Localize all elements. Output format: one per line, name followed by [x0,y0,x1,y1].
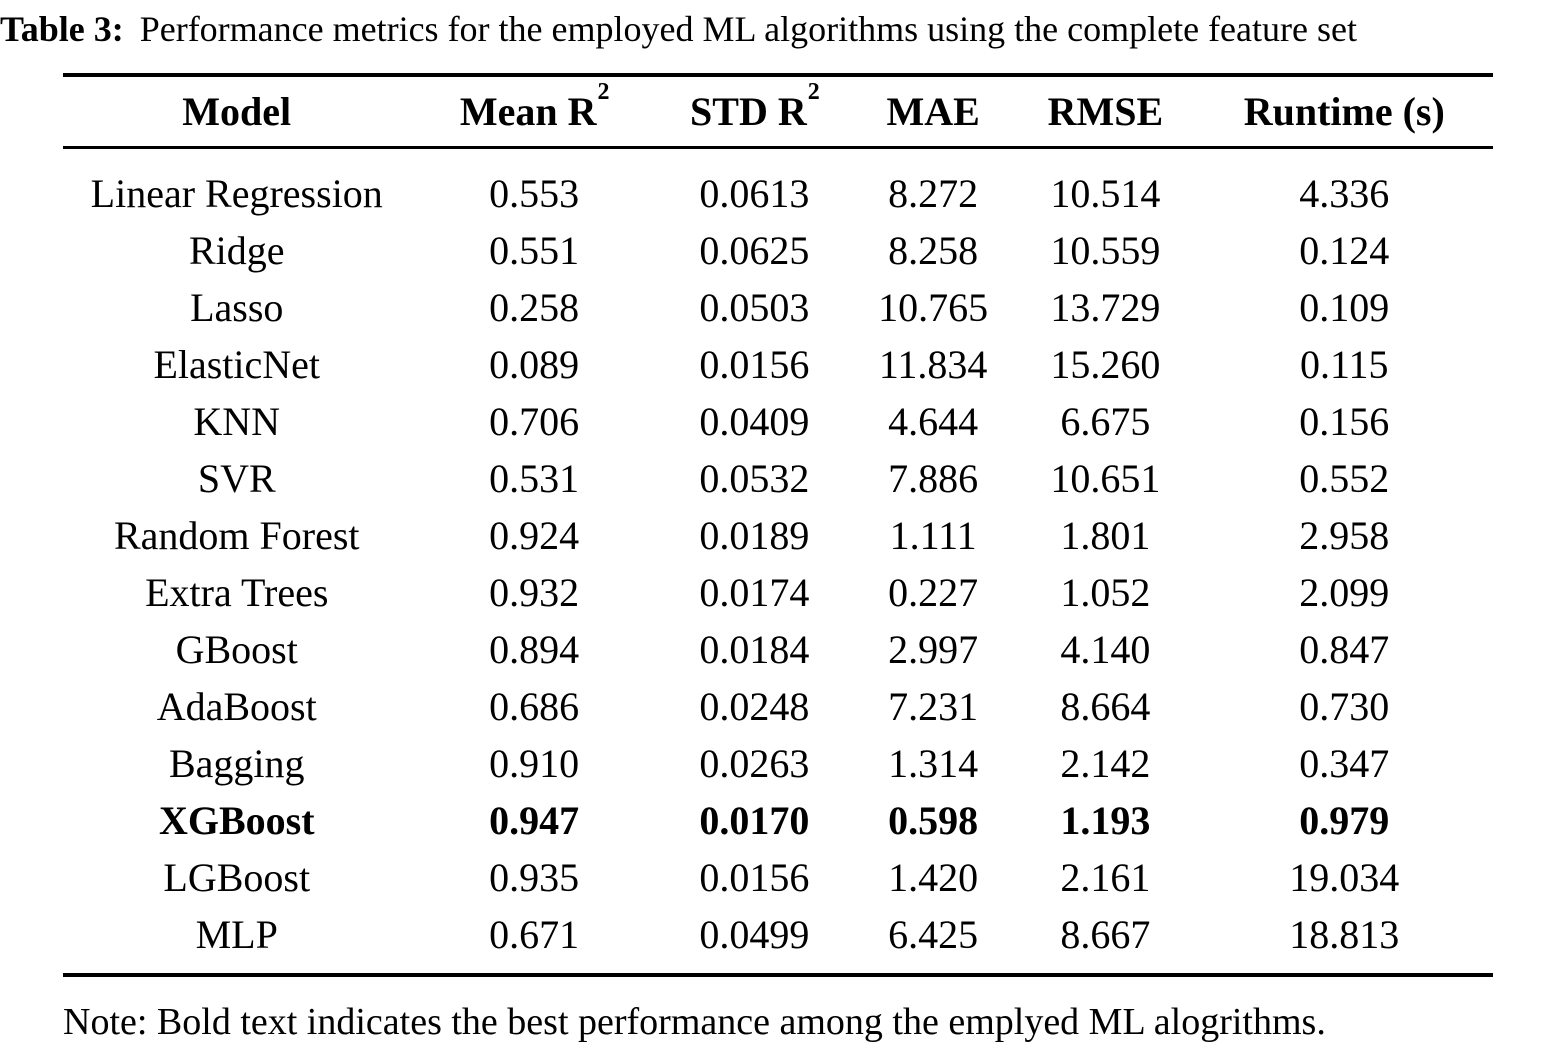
cell-mean_r2: 0.894 [489,627,580,672]
cell-mean_r2: 0.932 [489,570,580,615]
cell-mean_r2: 0.553 [489,171,580,216]
cell-mean_r2: 0.686 [489,684,580,729]
cell-model: MLP [195,912,278,957]
cell-model: Extra Trees [145,570,329,615]
cell-rmse: 15.260 [1050,342,1161,387]
cell-mae: 7.886 [888,456,979,501]
cell-model: AdaBoost [156,684,317,729]
cell-runtime: 18.813 [1289,912,1400,957]
cell-runtime: 19.034 [1289,855,1400,900]
cell-runtime: 0.124 [1299,228,1390,273]
cell-std_r2: 0.0499 [699,912,810,957]
cell-mae: 11.834 [878,342,988,387]
col-header-rmse: RMSE [1015,75,1195,148]
cell-std_r2: 0.0248 [699,684,810,729]
col-header-model: Model [63,75,410,148]
cell-rmse: 1.052 [1060,570,1151,615]
cell-std_r2: 0.0409 [699,399,810,444]
superscript-2: 2 [807,78,820,105]
cell-mae: 1.420 [888,855,979,900]
cell-std_r2: 0.0625 [699,228,810,273]
cell-model: Random Forest [113,513,360,558]
table-row [63,148,1493,223]
cell-mean_r2: 0.706 [489,399,580,444]
table-row [63,906,1493,975]
cell-mean_r2: 0.258 [489,285,580,330]
cell-model: SVR [197,456,276,501]
cell-std_r2: 0.0613 [699,171,810,216]
table-row [63,792,1493,849]
table-caption-label: Table 3: [0,9,124,49]
cell-rmse: 4.140 [1060,627,1151,672]
cell-mean_r2: 0.924 [489,513,580,558]
cell-runtime: 0.979 [1299,798,1390,843]
table-row [63,678,1493,735]
cell-runtime: 2.099 [1299,570,1390,615]
table-row [63,279,1493,336]
cell-std_r2: 0.0156 [699,855,810,900]
cell-runtime: 2.958 [1299,513,1390,558]
cell-runtime: 0.847 [1299,627,1390,672]
cell-mae: 1.314 [888,741,979,786]
cell-model: XGBoost [158,798,315,843]
cell-mae: 6.425 [888,912,979,957]
cell-std_r2: 0.0263 [699,741,810,786]
table-caption [0,5,1556,54]
table-row [63,564,1493,621]
superscript-2: 2 [597,78,610,105]
cell-rmse: 13.729 [1050,285,1161,330]
table-footnote: Note: Bold text indicates the best performance among the emplyed ML alogrithms. [63,1001,1326,1043]
cell-std_r2: 0.0174 [699,570,810,615]
col-header-runtime: Runtime (s) [1196,75,1493,148]
cell-mean_r2: 0.910 [489,741,580,786]
cell-std_r2: 0.0532 [699,456,810,501]
cell-mean_r2: 0.947 [489,798,580,843]
cell-mae: 8.272 [888,171,979,216]
cell-mean_r2: 0.551 [489,228,580,273]
cell-model: KNN [193,399,281,444]
cell-model: Linear Regression [90,171,383,216]
cell-runtime: 0.552 [1299,456,1390,501]
cell-runtime: 4.336 [1299,171,1390,216]
cell-mae: 1.111 [889,513,977,558]
cell-mae: 7.231 [888,684,979,729]
cell-runtime: 0.109 [1299,285,1390,330]
table-row [63,849,1493,906]
cell-rmse: 2.161 [1060,855,1151,900]
cell-mean_r2: 0.089 [489,342,580,387]
cell-runtime: 0.347 [1299,741,1390,786]
cell-model: GBoost [175,627,298,672]
cell-mae: 10.765 [878,285,989,330]
cell-model: Bagging [168,741,305,786]
table-row [63,450,1493,507]
table-row [63,507,1493,564]
table-header [63,75,1493,148]
table-caption-text: Performance metrics for the employed ML algorithms using the complete feature set [139,9,1357,49]
cell-rmse: 8.664 [1060,684,1151,729]
cell-rmse: 2.142 [1060,741,1151,786]
table-row [63,621,1493,678]
cell-rmse: 1.193 [1060,798,1151,843]
metrics-table [63,73,1493,977]
cell-std_r2: 0.0184 [699,627,810,672]
cell-rmse: 10.651 [1050,456,1161,501]
table-row [63,735,1493,792]
table-body [63,148,1493,976]
cell-model: LGBoost [163,855,311,900]
cell-mae: 0.598 [888,798,979,843]
cell-rmse: 6.675 [1060,399,1151,444]
header-row [63,75,1493,148]
cell-std_r2: 0.0156 [699,342,810,387]
col-header-std-r2: STD $R^2$ [658,75,851,148]
cell-mae: 0.227 [888,570,979,615]
cell-rmse: 1.801 [1060,513,1151,558]
cell-mean_r2: 0.531 [489,456,580,501]
cell-mae: 2.997 [888,627,979,672]
cell-rmse: 10.559 [1050,228,1161,273]
cell-mean_r2: 0.935 [489,855,580,900]
cell-std_r2: 0.0170 [699,798,810,843]
table-row [63,222,1493,279]
cell-std_r2: 0.0503 [699,285,810,330]
cell-mae: 4.644 [888,399,979,444]
cell-rmse: 8.667 [1060,912,1151,957]
cell-model: Lasso [190,285,284,330]
cell-runtime: 0.115 [1300,342,1389,387]
cell-runtime: 0.730 [1299,684,1390,729]
cell-rmse: 10.514 [1050,171,1161,216]
table-row [63,393,1493,450]
cell-runtime: 0.156 [1299,399,1390,444]
table-row [63,336,1493,393]
cell-std_r2: 0.0189 [699,513,810,558]
col-header-mean-r2: Mean $R^2$ [410,75,657,148]
metrics-table-wrapper [63,73,1493,977]
cell-mae: 8.258 [888,228,979,273]
cell-model: ElasticNet [153,342,321,387]
cell-model: Ridge [188,228,285,273]
col-header-mae: MAE [851,75,1015,148]
cell-mean_r2: 0.671 [489,912,580,957]
